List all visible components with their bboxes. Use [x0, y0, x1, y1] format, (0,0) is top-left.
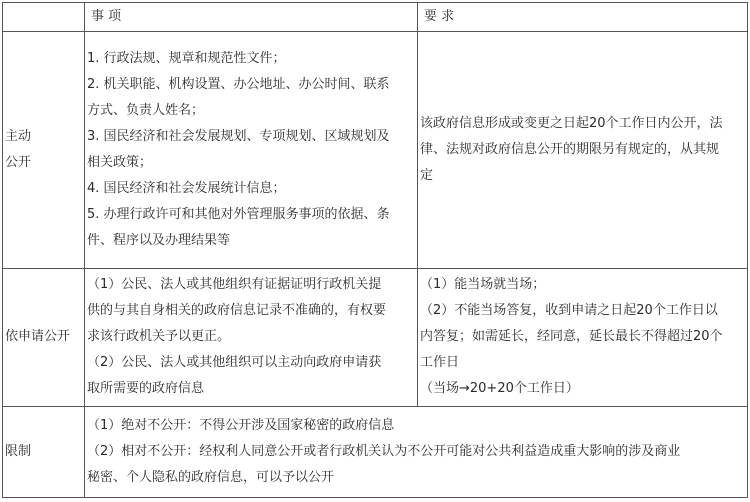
- item-line: 1. 行政法规、规章和规范性文件；: [87, 51, 286, 67]
- item-line: 4. 国民经济和社会发展统计信息；: [87, 181, 286, 197]
- header-blank: [3, 3, 85, 32]
- item-line: （2）公民、法人或其他组织可以主动向政府申请获: [87, 355, 382, 371]
- row-label-proactive: [3, 32, 85, 268]
- item-line: 取所需要的政府信息: [87, 381, 205, 397]
- item-line: 3. 国民经济和社会发展规划、专项规划、区域规划及: [87, 129, 390, 145]
- requirement-line: 定: [420, 168, 434, 184]
- requirement-line: （2）不能当场答复，收到申请之日起20个工作日以: [420, 303, 718, 319]
- requirement-line: （当场→20+20个工作日）: [420, 381, 579, 397]
- item-line: 相关政策；: [87, 155, 153, 171]
- item-line: 2. 机关职能、机构设置、办公地址、办公时间、联系: [87, 77, 390, 93]
- table-row-proactive: [3, 32, 748, 268]
- table-row-restrictions: [3, 406, 748, 497]
- row-label-restrictions: [3, 406, 85, 497]
- restriction-line: 秘密、个人隐私的政府信息，可以予以公开: [87, 469, 335, 485]
- requirement-cell-proactive: [418, 32, 748, 268]
- item-line: 求该行政机关予以更正。: [87, 329, 231, 345]
- requirement-line: 工作日: [420, 355, 460, 371]
- item-line: （1）公民、法人或其他组织有证据证明行政机关提: [87, 277, 382, 293]
- info-disclosure-table: [2, 2, 747, 498]
- header-item: 事 项: [85, 3, 418, 32]
- table-row-on-request: [3, 268, 748, 406]
- requirement-line: 内答复；如需延长，经同意，延长最长不得超过20个: [420, 329, 723, 345]
- row-label-line: 主动: [5, 129, 32, 145]
- header-requirement: 要 求: [418, 3, 748, 32]
- requirement-line: （1）能当场就当场；: [420, 277, 546, 293]
- item-line: 方式、负责人姓名；: [87, 103, 205, 119]
- item-line: 件、程序以及办理结果等: [87, 233, 231, 249]
- items-cell-proactive: [85, 32, 418, 268]
- item-line: 供的与其自身相关的政府信息记录不准确的，有权要: [87, 303, 387, 319]
- restriction-line: （1）绝对不公开：不得公开涉及国家秘密的政府信息: [87, 417, 395, 433]
- row-label-on-request: [3, 268, 85, 406]
- row-label-line: 公开: [5, 155, 32, 171]
- table-header-row: [3, 3, 748, 32]
- requirement-cell-on-request: [418, 268, 748, 406]
- row-label-line: 依申请公开: [5, 329, 71, 345]
- restrictions-cell: [85, 406, 748, 497]
- row-label-line: 限制: [5, 443, 32, 459]
- requirement-line: 律、法规对政府信息公开的期限另有规定的，从其规: [420, 142, 720, 158]
- restriction-line: （2）相对不公开：经权利人同意公开或者行政机关认为不公开可能对公共利益造成重大影响的涉及商业: [87, 443, 681, 459]
- item-line: 5. 办理行政许可和其他对外管理服务事项的依据、条: [87, 207, 390, 223]
- requirement-line: 该政府信息形成或变更之日起20个工作日内公开，法: [420, 116, 723, 132]
- items-cell-on-request: [85, 268, 418, 406]
- table: [2, 2, 748, 498]
